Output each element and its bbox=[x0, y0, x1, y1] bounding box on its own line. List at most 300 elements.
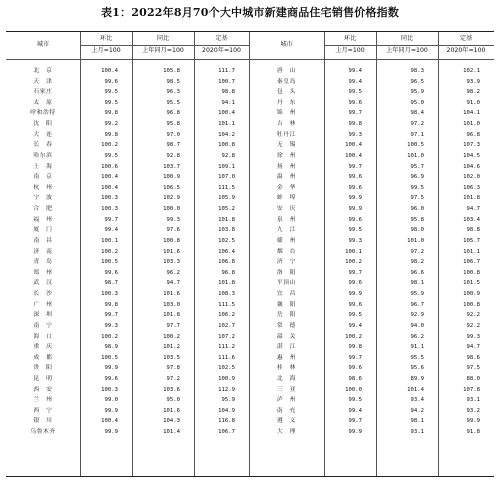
right-fixed-value: 105.7 bbox=[463, 237, 480, 244]
left-fixed-value: 104.9 bbox=[218, 407, 235, 414]
left-mom-value: 100.2 bbox=[101, 142, 118, 149]
left-city-name: 福 州 bbox=[33, 216, 53, 223]
right-city-name: 吉 林 bbox=[276, 121, 297, 128]
table-row bbox=[6, 321, 494, 332]
table-row bbox=[6, 289, 494, 300]
left-mom-value: 99.8 bbox=[104, 131, 118, 138]
right-yoy-value: 101.0 bbox=[407, 237, 424, 244]
header-fixed-left: 定基 bbox=[215, 35, 228, 42]
header-fixed-right: 定基 bbox=[459, 35, 473, 42]
right-city-name: 九 江 bbox=[276, 227, 297, 234]
table-row bbox=[6, 300, 494, 311]
left-yoy-value: 103.6 bbox=[163, 386, 180, 393]
right-yoy-value: 98.4 bbox=[410, 110, 424, 117]
left-fixed-value: 100.9 bbox=[218, 375, 235, 382]
right-yoy-value: 98.0 bbox=[410, 227, 424, 234]
table-row bbox=[6, 77, 494, 88]
right-city-name: 金 华 bbox=[276, 184, 297, 191]
header-city-right: 城市 bbox=[280, 41, 293, 48]
left-city-name: 南 京 bbox=[33, 174, 53, 181]
right-city-name: 锦 州 bbox=[276, 110, 297, 117]
header-mom-base-right: 上月=100 bbox=[335, 47, 365, 54]
left-fixed-value: 107.0 bbox=[218, 174, 235, 181]
left-fixed-value: 100.8 bbox=[218, 142, 235, 149]
left-fixed-value: 111.7 bbox=[218, 68, 235, 74]
right-yoy-value: 98.1 bbox=[410, 280, 424, 287]
left-mom-value: 99.6 bbox=[104, 78, 118, 85]
right-city-name: 大 理 bbox=[276, 429, 297, 436]
left-city-name: 海 口 bbox=[33, 333, 53, 340]
right-fixed-value: 106.7 bbox=[463, 259, 480, 266]
table-row bbox=[6, 162, 494, 173]
right-mom-value: 100.4 bbox=[345, 142, 362, 149]
left-city-name: 南 宁 bbox=[33, 322, 53, 329]
left-city-name: 宁 波 bbox=[33, 195, 53, 202]
table-row bbox=[6, 236, 494, 247]
left-city-name: 呼和浩特 bbox=[30, 110, 56, 117]
left-fixed-value: 107.2 bbox=[218, 333, 235, 340]
left-fixed-value: 106.8 bbox=[218, 259, 235, 266]
right-fixed-value: 91.8 bbox=[466, 429, 480, 436]
table-row bbox=[6, 87, 494, 98]
left-yoy-value: 106.5 bbox=[163, 184, 180, 191]
left-yoy-value: 101.4 bbox=[163, 429, 180, 436]
left-yoy-value: 95.0 bbox=[166, 397, 180, 404]
left-yoy-value: 101.6 bbox=[163, 407, 180, 414]
right-fixed-value: 104.5 bbox=[463, 152, 480, 159]
left-city-name: 西 宁 bbox=[33, 407, 53, 414]
left-fixed-value: 96.8 bbox=[221, 269, 235, 276]
table-row bbox=[6, 268, 494, 279]
table-row bbox=[6, 204, 494, 215]
table-row bbox=[6, 257, 494, 268]
header-divider-right bbox=[324, 45, 494, 46]
table-row bbox=[6, 342, 494, 353]
right-fixed-value: 96.8 bbox=[466, 131, 480, 138]
left-mom-value: 99.7 bbox=[104, 216, 118, 223]
right-mom-value: 99.6 bbox=[348, 365, 362, 372]
table-row bbox=[6, 119, 494, 130]
right-yoy-value: 100.5 bbox=[407, 142, 424, 149]
right-mom-value: 99.6 bbox=[348, 184, 362, 191]
right-city-name: 南 充 bbox=[276, 407, 297, 414]
right-city-name: 安 庆 bbox=[276, 206, 297, 213]
left-fixed-value: 108.3 bbox=[218, 291, 235, 298]
right-fixed-value: 100.9 bbox=[463, 291, 480, 298]
right-fixed-value: 106.3 bbox=[463, 184, 480, 191]
left-city-name: 昆 明 bbox=[33, 375, 53, 382]
table-title: 表1：2022年8月70个大中城市新建商品住宅销售价格指数 bbox=[100, 6, 400, 19]
left-mom-value: 99.6 bbox=[104, 375, 118, 382]
header-mom-right: 环比 bbox=[343, 35, 357, 42]
left-yoy-value: 101.2 bbox=[163, 344, 180, 351]
left-fixed-value: 94.1 bbox=[221, 99, 235, 106]
left-fixed-value: 101.8 bbox=[218, 280, 235, 287]
right-mom-value: 99.3 bbox=[348, 237, 362, 244]
left-mom-value: 98.7 bbox=[104, 280, 118, 287]
right-city-name: 桂 林 bbox=[276, 365, 297, 372]
right-fixed-value: 93.9 bbox=[466, 78, 480, 85]
left-city-name: 南 昌 bbox=[33, 237, 53, 244]
left-mom-value: 99.5 bbox=[104, 89, 118, 96]
left-yoy-value: 97.6 bbox=[166, 227, 180, 234]
right-mom-value: 99.4 bbox=[348, 407, 362, 414]
right-fixed-value: 102.0 bbox=[463, 174, 480, 181]
right-mom-value: 99.8 bbox=[348, 344, 362, 351]
right-yoy-value: 95.9 bbox=[410, 89, 424, 96]
left-mom-value: 100.5 bbox=[101, 354, 118, 361]
right-yoy-value: 95.8 bbox=[410, 216, 424, 223]
right-city-name: 扬 州 bbox=[276, 163, 297, 170]
left-city-name: 广 州 bbox=[33, 301, 53, 308]
left-city-name: 西 安 bbox=[33, 386, 53, 393]
table-body bbox=[6, 66, 494, 474]
header-fixed-base-right: 2020年=100 bbox=[446, 47, 486, 54]
right-yoy-value: 97.5 bbox=[410, 195, 424, 202]
right-mom-value: 99.5 bbox=[348, 89, 362, 96]
right-fixed-value: 101.1 bbox=[463, 248, 480, 255]
left-fixed-value: 101.1 bbox=[218, 121, 235, 128]
left-fixed-value: 98.8 bbox=[221, 89, 235, 96]
left-fixed-value: 104.2 bbox=[218, 131, 235, 138]
right-fixed-value: 93.1 bbox=[466, 397, 480, 404]
left-mom-value: 99.6 bbox=[104, 269, 118, 276]
left-fixed-value: 102.5 bbox=[218, 237, 235, 244]
left-mom-value: 99.9 bbox=[104, 365, 118, 372]
left-fixed-value: 112.9 bbox=[218, 386, 235, 393]
left-yoy-value: 101.6 bbox=[163, 248, 180, 255]
left-fixed-value: 100.4 bbox=[218, 110, 235, 117]
price-index-table bbox=[6, 31, 494, 477]
right-yoy-value: 89.9 bbox=[410, 375, 424, 382]
right-mom-value: 99.9 bbox=[348, 291, 362, 298]
right-fixed-value: 107.8 bbox=[463, 386, 480, 393]
right-fixed-value: 88.0 bbox=[466, 375, 480, 382]
table-row bbox=[6, 374, 494, 385]
right-yoy-value: 97.1 bbox=[410, 131, 424, 138]
right-fixed-value: 93.2 bbox=[466, 407, 480, 414]
left-city-name: 青 岛 bbox=[33, 259, 53, 266]
left-city-name: 太 原 bbox=[33, 99, 53, 106]
table-row bbox=[6, 385, 494, 396]
left-yoy-value: 101.8 bbox=[163, 312, 180, 319]
right-city-name: 泸 州 bbox=[276, 397, 297, 404]
left-city-name: 深 圳 bbox=[33, 312, 53, 319]
table-row bbox=[6, 130, 494, 141]
table-row bbox=[6, 395, 494, 406]
right-city-name: 韶 关 bbox=[276, 333, 297, 340]
left-yoy-value: 92.8 bbox=[166, 152, 180, 159]
right-yoy-value: 95.6 bbox=[410, 365, 424, 372]
left-mom-value: 98.9 bbox=[104, 344, 118, 351]
right-fixed-value: 99.9 bbox=[466, 418, 480, 425]
left-yoy-value: 98.7 bbox=[166, 142, 180, 149]
right-city-name: 牡丹江 bbox=[276, 131, 297, 138]
right-mom-value: 99.5 bbox=[348, 397, 362, 404]
right-city-name: 济 宁 bbox=[276, 259, 297, 266]
left-yoy-value: 96.2 bbox=[166, 269, 180, 276]
left-yoy-value: 102.9 bbox=[163, 195, 180, 202]
right-yoy-value: 95.9 bbox=[410, 291, 424, 298]
table-row bbox=[6, 225, 494, 236]
right-mom-value: 99.6 bbox=[348, 99, 362, 106]
left-mom-value: 100.3 bbox=[101, 195, 118, 202]
header-fixed-base-left: 2020年=100 bbox=[202, 47, 241, 54]
right-city-name: 温 州 bbox=[276, 174, 297, 181]
left-mom-value: 100.4 bbox=[101, 174, 118, 181]
right-mom-value: 99.9 bbox=[348, 206, 362, 213]
right-yoy-value: 98.3 bbox=[410, 68, 424, 74]
left-mom-value: 99.9 bbox=[104, 407, 118, 414]
left-fixed-value: 95.9 bbox=[221, 397, 235, 404]
right-mom-value: 99.3 bbox=[348, 131, 362, 138]
left-fixed-value: 106.4 bbox=[218, 248, 235, 255]
right-city-name: 唐 山 bbox=[276, 68, 297, 74]
right-fixed-value: 98.2 bbox=[466, 89, 480, 96]
left-mom-value: 99.2 bbox=[104, 121, 118, 128]
right-city-name: 赣 州 bbox=[276, 237, 297, 244]
header-yoy-left: 同比 bbox=[156, 35, 170, 42]
left-city-name: 沈 阳 bbox=[33, 121, 53, 128]
right-city-name: 包 头 bbox=[276, 89, 297, 96]
left-city-name: 成 都 bbox=[33, 354, 53, 361]
header-yoy-right: 同比 bbox=[400, 35, 414, 42]
left-city-name: 贵 阳 bbox=[33, 365, 53, 372]
left-mom-value: 100.1 bbox=[101, 237, 118, 244]
right-city-name: 常 德 bbox=[276, 322, 297, 329]
left-mom-value: 99.0 bbox=[104, 397, 118, 404]
right-yoy-value: 92.9 bbox=[410, 312, 424, 319]
left-mom-value: 99.5 bbox=[104, 152, 118, 159]
left-fixed-value: 111.6 bbox=[218, 354, 235, 361]
right-yoy-value: 93.4 bbox=[410, 397, 424, 404]
left-city-name: 厦 门 bbox=[33, 227, 53, 234]
table-row bbox=[6, 193, 494, 204]
right-yoy-value: 96.5 bbox=[410, 78, 424, 85]
table-row bbox=[6, 427, 494, 438]
header-mom-base-left: 上月=100 bbox=[91, 47, 121, 54]
right-city-name: 岳 阳 bbox=[276, 312, 297, 319]
left-fixed-value: 100.7 bbox=[218, 78, 235, 85]
left-fixed-value: 109.1 bbox=[218, 163, 235, 170]
right-mom-value: 100.0 bbox=[345, 386, 362, 393]
left-mom-value: 100.3 bbox=[101, 386, 118, 393]
left-yoy-value: 100.9 bbox=[163, 174, 180, 181]
right-mom-value: 99.7 bbox=[348, 354, 362, 361]
left-yoy-value: 100.8 bbox=[163, 237, 180, 244]
right-yoy-value: 94.0 bbox=[410, 322, 424, 329]
right-city-name: 徐 州 bbox=[276, 152, 297, 159]
right-mom-value: 99.7 bbox=[348, 163, 362, 170]
left-yoy-value: 98.5 bbox=[166, 78, 180, 85]
header-yoy-base-right: 上年同月=100 bbox=[386, 47, 428, 54]
left-yoy-value: 97.0 bbox=[166, 131, 180, 138]
right-mom-value: 100.2 bbox=[345, 259, 362, 266]
right-city-name: 遵 义 bbox=[276, 418, 297, 425]
right-city-name: 襄 阳 bbox=[276, 301, 297, 308]
left-mom-value: 99.8 bbox=[104, 301, 118, 308]
left-yoy-value: 104.3 bbox=[163, 418, 180, 425]
right-mom-value: 98.6 bbox=[348, 375, 362, 382]
right-fixed-value: 107.3 bbox=[463, 142, 480, 149]
table-row bbox=[6, 108, 494, 119]
right-city-name: 北 海 bbox=[276, 375, 297, 382]
right-mom-value: 99.7 bbox=[348, 418, 362, 425]
left-city-name: 长 春 bbox=[33, 142, 53, 149]
left-fixed-value: 102.5 bbox=[218, 365, 235, 372]
left-yoy-value: 103.7 bbox=[163, 163, 180, 170]
right-mom-value: 99.7 bbox=[348, 269, 362, 276]
left-city-name: 上 海 bbox=[33, 163, 53, 170]
left-fixed-value: 111.5 bbox=[218, 301, 235, 308]
left-fixed-value: 111.2 bbox=[218, 344, 235, 351]
header-city-left: 城市 bbox=[36, 41, 50, 48]
right-yoy-value: 98.1 bbox=[410, 418, 424, 425]
right-mom-value: 100.4 bbox=[345, 152, 362, 159]
header-yoy-base-left: 上年同月=100 bbox=[142, 47, 184, 54]
left-city-name: 杭 州 bbox=[33, 184, 53, 191]
left-mom-value: 100.2 bbox=[101, 333, 118, 340]
right-mom-value: 99.7 bbox=[348, 110, 362, 117]
left-yoy-value: 97.2 bbox=[166, 375, 180, 382]
left-yoy-value: 94.7 bbox=[166, 280, 180, 287]
left-city-name: 重 庆 bbox=[33, 344, 53, 351]
left-fixed-value: 92.8 bbox=[221, 152, 235, 159]
right-yoy-value: 96.2 bbox=[410, 333, 424, 340]
right-city-name: 平顶山 bbox=[276, 280, 297, 287]
table-row bbox=[6, 363, 494, 374]
left-mom-value: 100.4 bbox=[101, 418, 118, 425]
left-city-name: 天 津 bbox=[33, 78, 53, 85]
left-mom-value: 99.5 bbox=[104, 99, 118, 106]
left-city-name: 郑 州 bbox=[33, 269, 53, 276]
table-row bbox=[6, 140, 494, 151]
left-mom-value: 100.2 bbox=[101, 248, 118, 255]
right-city-name: 秦皇岛 bbox=[276, 78, 297, 85]
header-divider-left bbox=[80, 45, 249, 46]
left-yoy-value: 103.3 bbox=[163, 259, 180, 266]
left-fixed-value: 103.8 bbox=[218, 227, 235, 234]
left-yoy-value: 103.0 bbox=[163, 301, 180, 308]
right-yoy-value: 95.0 bbox=[410, 99, 424, 106]
left-fixed-value: 111.5 bbox=[218, 184, 235, 191]
right-fixed-value: 104.1 bbox=[463, 110, 480, 117]
left-city-name: 济 南 bbox=[33, 248, 53, 255]
left-mom-value: 99.8 bbox=[104, 110, 118, 117]
left-city-name: 乌鲁木齐 bbox=[30, 429, 56, 436]
table-row bbox=[6, 172, 494, 183]
left-yoy-value: 95.8 bbox=[166, 121, 180, 128]
right-yoy-value: 96.9 bbox=[410, 174, 424, 181]
right-fixed-value: 99.3 bbox=[466, 333, 480, 340]
right-fixed-value: 94.7 bbox=[466, 344, 480, 351]
right-mom-value: 99.6 bbox=[348, 280, 362, 287]
right-fixed-value: 92.2 bbox=[466, 322, 480, 329]
left-city-name: 武 汉 bbox=[33, 280, 53, 287]
right-city-name: 无 锡 bbox=[276, 142, 297, 149]
left-mom-value: 99.9 bbox=[104, 429, 118, 436]
left-city-name: 哈尔滨 bbox=[33, 152, 53, 159]
right-city-name: 三 亚 bbox=[276, 386, 297, 393]
table-row bbox=[6, 406, 494, 417]
right-yoy-value: 91.1 bbox=[410, 344, 424, 351]
left-mom-value: 99.7 bbox=[104, 312, 118, 319]
right-fixed-value: 101.8 bbox=[463, 195, 480, 202]
header-mom-left: 环比 bbox=[99, 35, 113, 42]
left-fixed-value: 106.7 bbox=[218, 429, 235, 436]
left-fixed-value: 105.9 bbox=[218, 195, 235, 202]
right-mom-value: 100.2 bbox=[345, 333, 362, 340]
left-mom-value: 99.4 bbox=[104, 227, 118, 234]
left-mom-value: 99.3 bbox=[104, 322, 118, 329]
right-mom-value: 99.4 bbox=[348, 322, 362, 329]
right-mom-value: 99.5 bbox=[348, 312, 362, 319]
right-yoy-value: 97.2 bbox=[410, 121, 424, 128]
right-city-name: 湛 江 bbox=[276, 344, 297, 351]
right-yoy-value: 96.7 bbox=[410, 301, 424, 308]
right-city-name: 惠 州 bbox=[276, 354, 297, 361]
left-yoy-value: 99.3 bbox=[166, 216, 180, 223]
right-yoy-value: 97.2 bbox=[410, 248, 424, 255]
right-mom-value: 99.5 bbox=[348, 227, 362, 234]
left-city-name: 长 沙 bbox=[33, 291, 53, 298]
right-mom-value: 100.1 bbox=[345, 248, 362, 255]
left-city-name: 北 京 bbox=[33, 68, 53, 74]
left-yoy-value: 100.2 bbox=[163, 333, 180, 340]
right-fixed-value: 98.8 bbox=[466, 227, 480, 234]
right-mom-value: 99.4 bbox=[348, 68, 362, 74]
right-yoy-value: 101.0 bbox=[407, 152, 424, 159]
left-yoy-value: 105.8 bbox=[163, 68, 180, 74]
right-fixed-value: 100.8 bbox=[463, 301, 480, 308]
right-yoy-value: 96.0 bbox=[410, 206, 424, 213]
table-row bbox=[6, 310, 494, 321]
left-mom-value: 100.4 bbox=[101, 184, 118, 191]
left-yoy-value: 96.3 bbox=[166, 89, 180, 96]
left-yoy-value: 95.5 bbox=[166, 99, 180, 106]
left-yoy-value: 103.5 bbox=[163, 354, 180, 361]
right-yoy-value: 96.6 bbox=[410, 269, 424, 276]
table-row bbox=[6, 98, 494, 109]
table-row bbox=[6, 332, 494, 343]
right-fixed-value: 103.4 bbox=[463, 216, 480, 223]
table-row bbox=[6, 353, 494, 364]
left-mom-value: 100.3 bbox=[101, 291, 118, 298]
right-city-name: 泉 州 bbox=[276, 216, 297, 223]
right-fixed-value: 91.0 bbox=[466, 99, 480, 106]
left-fixed-value: 106.2 bbox=[218, 312, 235, 319]
left-yoy-value: 101.6 bbox=[163, 291, 180, 298]
left-fixed-value: 116.8 bbox=[218, 418, 235, 425]
table-row bbox=[6, 416, 494, 427]
right-yoy-value: 95.5 bbox=[410, 354, 424, 361]
right-fixed-value: 104.6 bbox=[463, 163, 480, 170]
right-fixed-value: 98.6 bbox=[466, 354, 480, 361]
left-mom-value: 100.4 bbox=[101, 68, 118, 74]
left-city-name: 合 肥 bbox=[33, 206, 53, 213]
right-yoy-value: 94.2 bbox=[410, 407, 424, 414]
right-mom-value: 99.6 bbox=[348, 174, 362, 181]
table-row bbox=[6, 66, 494, 77]
left-city-name: 大 连 bbox=[33, 131, 53, 138]
left-yoy-value: 97.8 bbox=[166, 365, 180, 372]
left-mom-value: 100.3 bbox=[101, 206, 118, 213]
right-city-name: 丹 东 bbox=[276, 99, 297, 106]
right-yoy-value: 98.2 bbox=[410, 259, 424, 266]
left-mom-value: 100.5 bbox=[101, 259, 118, 266]
right-fixed-value: 101.5 bbox=[463, 280, 480, 287]
left-yoy-value: 96.8 bbox=[166, 110, 180, 117]
